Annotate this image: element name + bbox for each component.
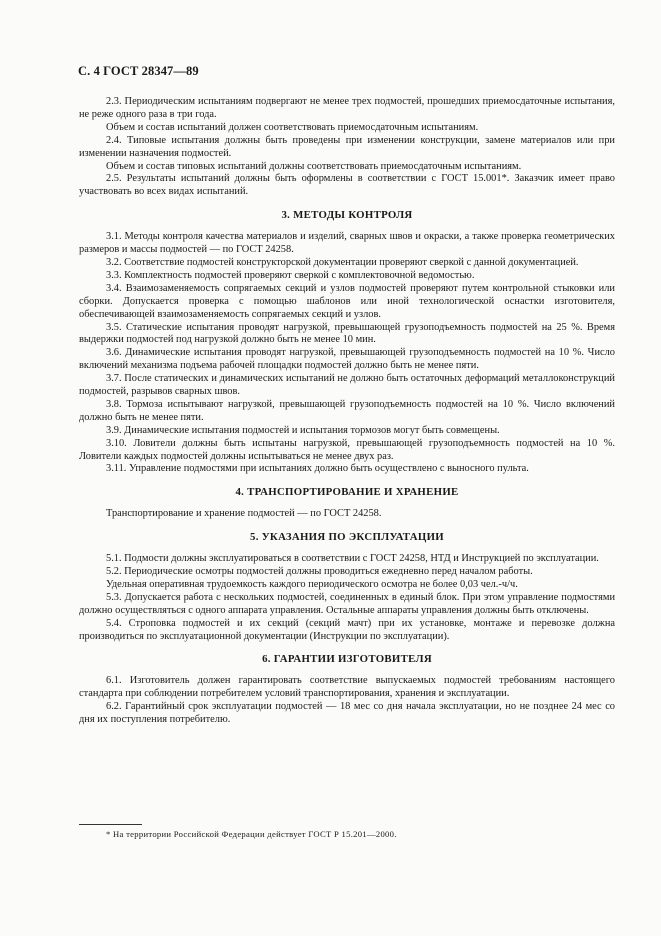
paragraph-3-8: 3.8. Тормоза испытывают нагрузкой, превышающей грузоподъемность подмостей на 10 %. Число включений должно быть не менее пяти. bbox=[79, 398, 615, 423]
section-heading-5: 5. УКАЗАНИЯ ПО ЭКСПЛУАТАЦИИ bbox=[250, 531, 444, 544]
paragraph-3-2: 3.2. Соответствие подмостей конструкторской документации проверяют сверкой с данной документацией. bbox=[106, 256, 579, 268]
paragraph-2-3-note: Объем и состав испытаний должен соответствовать приемосдаточным испытаниям. bbox=[106, 121, 479, 133]
paragraph-5-2: 5.2. Периодические осмотры подмостей должны проводиться ежедневно перед началом работы. bbox=[106, 566, 533, 577]
paragraph-6-1: 6.1. Изготовитель должен гарантировать соответствие выпускаемых подмостей требованиям настоящего стандарта при соблюдении потребителем условий транспортирования, хранения и эксплуатации. bbox=[79, 675, 615, 700]
paragraph-4: Транспортирование и хранение подмостей — по ГОСТ 24258. bbox=[106, 508, 382, 520]
paragraph-3-1: 3.1. Методы контроля качества материалов и изделий, сварных швов и окраски, а также проверка геометрических размеров и массы подмостей — по ГОСТ 24258. bbox=[79, 231, 615, 256]
footnote: * На территории Российской Федерации действует ГОСТ Р 15.201—2000. bbox=[106, 829, 397, 839]
page-header: С. 4 ГОСТ 28347—89 bbox=[78, 64, 199, 78]
paragraph-3-11: 3.11. Управление подмостями при испытаниях должно быть осуществлено с выносного пульта. bbox=[106, 463, 529, 475]
paragraph-3-4: 3.4. Взаимозаменяемость сопрягаемых секций и узлов подмостей проверяют путем контрольной стыковки или сборки. Допускается проверка с помощью шаблонов или иной технологической оснастки изготовителя, обеспечивающей взаимозаменяемость сопрягаемых секций и узлов. bbox=[79, 282, 615, 320]
paragraph-5-4: 5.4. Строповка подмостей и их секций (секций мачт) при их установке, монтаже и перевозке должна производиться по эксплуатационной документации (Инструкции по эксплуатации). bbox=[79, 617, 615, 642]
section-heading-4: 4. ТРАНСПОРТИРОВАНИЕ И ХРАНЕНИЕ bbox=[235, 486, 459, 499]
paragraph-2-4-note: Объем и состав типовых испытаний должны соответствовать приемосдаточным испытаниям. bbox=[106, 160, 522, 172]
paragraph-2-5: 2.5. Результаты испытаний должны быть оформлены в соответствии с ГОСТ 15.001*. Заказчик имеет право участвовать во всех видах испытаний. bbox=[79, 173, 615, 198]
paragraph-3-9: 3.9. Динамические испытания подмостей и испытания тормозов могут быть совмещены. bbox=[106, 424, 500, 436]
paragraph-3-5: 3.5. Статические испытания проводят нагрузкой, превышающей грузоподъемность подмостей на 25 %. Время выдержки подмостей под нагрузкой должно быть не менее 10 мин. bbox=[79, 321, 615, 346]
section-heading-3: 3. МЕТОДЫ КОНТРОЛЯ bbox=[281, 209, 413, 222]
paragraph-5-2-note: Удельная оперативная трудоемкость каждого периодического осмотра не более 0,03 чел.-ч/ч. bbox=[106, 578, 518, 590]
paragraph-3-3: 3.3. Комплектность подмостей проверяют сверкой с комплектовочной ведомостью. bbox=[106, 269, 475, 281]
paragraph-2-4: 2.4. Типовые испытания должны быть проведены при изменении конструкции, замене материалов или при изменении назначения подмостей. bbox=[79, 134, 615, 159]
paragraph-5-1: 5.1. Подмости должны эксплуатироваться в соответствии с ГОСТ 24258, НТД и Инструкцией по эксплуатации. bbox=[106, 553, 599, 565]
document-body bbox=[79, 96, 615, 727]
paragraph-3-10: 3.10. Ловители должны быть испытаны нагрузкой, превышающей грузоподъемность подмостей на 10 %. Ловители каждых подмостей должны испытываться не менее двух раз. bbox=[79, 437, 615, 462]
footnote-divider bbox=[79, 824, 142, 825]
paragraph-5-3: 5.3. Допускается работа с нескольких подмостей, соединенных в единый блок. При этом управление подмостями должно осуществляться с одного аппарата управления. Остальные аппараты управления должны быть отключены. bbox=[79, 591, 615, 616]
paragraph-6-2: 6.2. Гарантийный срок эксплуатации подмостей — 18 мес со дня начала эксплуатации, но не позднее 24 мес со дня их поступления потребителю. bbox=[79, 701, 615, 726]
paragraph-3-6: 3.6. Динамические испытания проводят нагрузкой, превышающей грузоподъемность подмостей на 10 %. Число включений механизма подъема рабочей площадки подмостей должно быть не менее пяти. bbox=[79, 347, 615, 372]
section-heading-6: 6. ГАРАНТИИ ИЗГОТОВИТЕЛЯ bbox=[262, 653, 432, 666]
paragraph-2-3: 2.3. Периодическим испытаниям подвергают не менее трех подмостей, прошедших приемосдаточные испытания, не реже одного раза в три года. bbox=[79, 96, 615, 120]
paragraph-3-7: 3.7. После статических и динамических испытаний не должно быть остаточных деформаций металлоконструкций подмостей, разрывов сварных швов. bbox=[79, 373, 615, 398]
